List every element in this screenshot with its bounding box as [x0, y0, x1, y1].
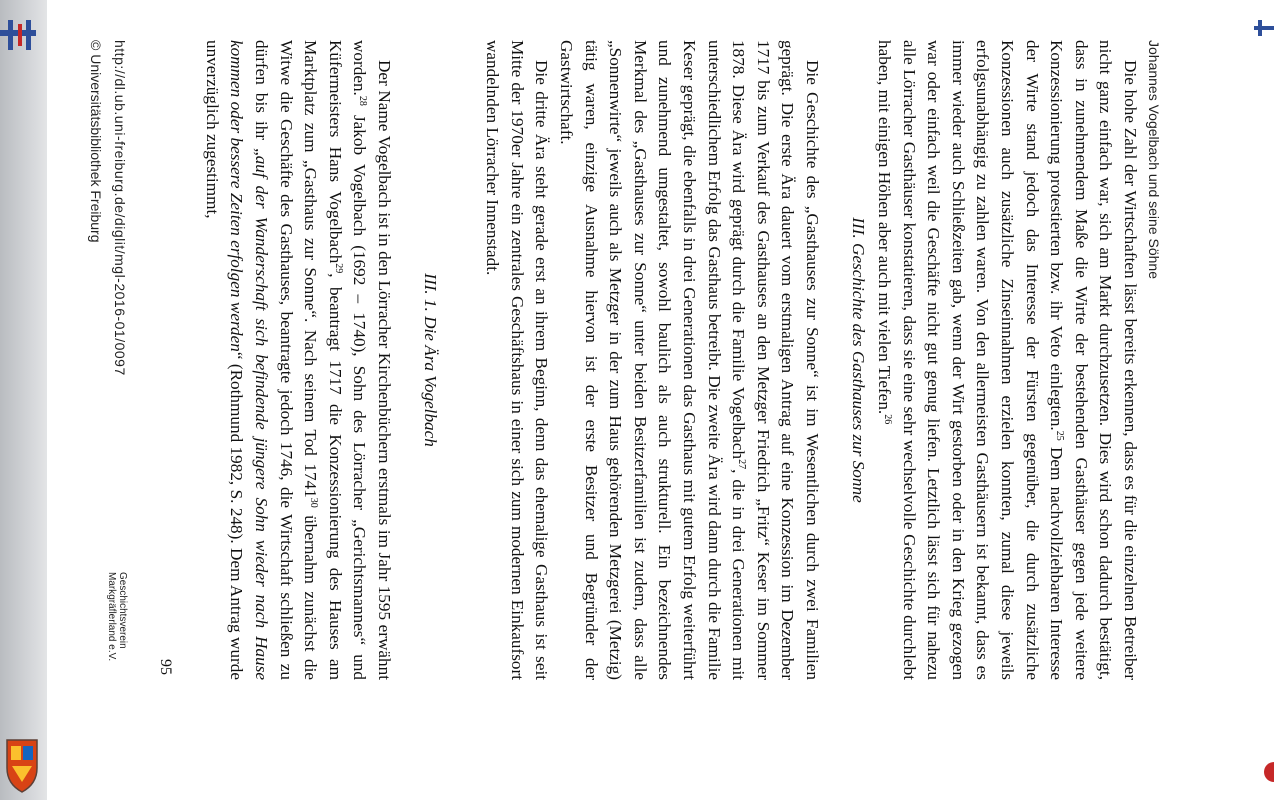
- footnote-marker: 29: [332, 263, 344, 274]
- source-url-link[interactable]: http://dl.ub.uni-freiburg.de/diglit/mgl-2016-01/0097: [112, 40, 128, 376]
- viewer-edge-icon: [1262, 760, 1274, 784]
- paragraph-text: Jakob Vogelbach (1692 – 1740), Sohn des Lörracher „Gerichtsmannes“ und Küfermeisters Hans Vogelbach: [325, 40, 370, 680]
- quoted-text: auf der Wanderschaft sich befindende jüngere Sohn wieder nach Hause kommen oder bessere Zeiten erfolgen werden: [227, 40, 272, 681]
- running-header: Johannes Vogelbach und seine Söhne: [1146, 40, 1162, 279]
- section-heading: III. Geschichte des Gasthauses zur Sonne: [849, 217, 868, 503]
- coat-of-arms-icon: [3, 738, 41, 800]
- paragraph-text: Dem nachvollziehbaren Interesse der Wirte stand jedoch das Interesse der Fürsten gegenüber, die durch zusätzliche Konzessionen auch zusätzliche Zinseinnahmen erzielen konnten, zumal diese jeweils erfolgsunabhängig zu zahlen waren. Von den allermeisten Gasthäusern ist bekannt, dass es immer wieder auch Schließzeiten gab, wenn der Wirt gestorben oder in den Krieg gezogen war oder einfach weil die Geschäfte nicht gut genug liefen. Letztlich lässt sich für nahezu alle Lörracher Gasthäuser konstatieren, dass sie eine sehr wechselvolle Geschichte durchlebt haben, mit einigen Höhen aber auch mit vielen Tiefen.: [875, 40, 1067, 680]
- page-footer: [72, 40, 132, 690]
- paragraph-text: “ (Rothmund 1982, S. 248). Dem Antrag wurde unverzüglich zugestimmt,: [202, 40, 247, 680]
- footnote-marker: 26: [882, 414, 894, 425]
- viewer-bookmark-icon: [1254, 20, 1274, 38]
- paragraph-1: [871, 40, 1142, 680]
- paragraph-text: Die hohe Zahl der Wirtschaften lässt bereits erkennen, dass es für die einzelnen Betreiber nicht ganz einfach war, sich am Markt durchzusetzen. Dies wird schon dadurch bestätigt, dass in zunehmendem Maße die Wirte der bestehenden Gasthäuser gegen jede weitere Konzessionierung protestierten bzw. ihr Veto einlegten.: [1047, 40, 1140, 680]
- subsection-heading: III. 1. Die Ära Vogelbach: [421, 273, 440, 447]
- paragraph-text: übernahm zunächst die Witwe die Geschäfte des Gasthauses, beantragte jedoch 1746, die Wirtschaft schließen zu dürfen bis ihr „: [252, 40, 321, 680]
- paragraph-text: , beantragt 1717 die Konzessionierung des Hauses am Marktplatz zum „Gasthaus zur Sonne“. Nach seinem Tod 1741: [301, 40, 345, 680]
- footnote-marker: 30: [308, 497, 320, 508]
- copyright-notice: © Universitätsbibliothek Freiburg: [88, 40, 104, 243]
- footnote-marker: 27: [736, 459, 748, 470]
- viewer-left-margin: [0, 0, 47, 800]
- library-logo-icon: [0, 18, 40, 56]
- society-name-2: Markgräflerland e.V.: [106, 572, 117, 662]
- paragraph-text: Der Name Vogelbach ist in den Lörracher Kirchenbüchern erstmals im Jahr 1595 erwähnt worden.: [350, 40, 394, 680]
- paragraph-3: Die dritte Ära steht gerade erst an ihrem Beginn, denn das ehemalige Gasthaus ist seit Mitte der 1970er Jahre ein zentrales Geschäftshaus in einer sich zum modernen Einkaufsort wandelnden Lörracher Innenstadt.: [483, 40, 552, 680]
- footnote-marker: 25: [1054, 430, 1066, 441]
- paragraph-text: , die in drei Generationen mit unterschiedlichem Erfolg das Gasthaus betreibt. Die zweite Ära wird dann durch die Familie Keser geprägt, die ebenfalls in drei Generationen das Gasthaus mit gutem Erfolg weiterführt und zunehmend umgestaltet, sowohl baulich als auch strukturell. Ein bezeichnendes Merkmal des „Gasthauses zur Sonne“ unter beiden Besitzerfamilien ist zudem, dass alle „Sonnenwirte“ jeweils auch als Metzger in der zum Haus gehörenden Metzgerei (Metzig) tätig waren, einzige Ausnahme hiervon ist der erste Besitzer und Begründer der Gastwirtschaft.: [557, 40, 749, 680]
- page-number: 95: [157, 659, 174, 675]
- society-name: Geschichtsverein: [117, 572, 128, 649]
- paragraph-text: Die Geschichte des „Gasthauses zur Sonne“ ist im Wesentlichen durch zwei Familien geprägt. Die erste Ära dauert vom erstmaligen Antrag auf eine Konzession im Dezember 1717 bis zum Verkauf des Gasthauses an den Metzger Friedrich „Fritz“ Keser im Sommer 1878. Diese Ära wird geprägt durch die Familie Vogelbach: [729, 40, 822, 680]
- paragraph-2: [480, 40, 824, 680]
- paragraph-4: [199, 40, 396, 680]
- society-label: [106, 572, 128, 661]
- scanned-page: [47, 40, 1162, 690]
- footnote-marker: 28: [357, 95, 369, 106]
